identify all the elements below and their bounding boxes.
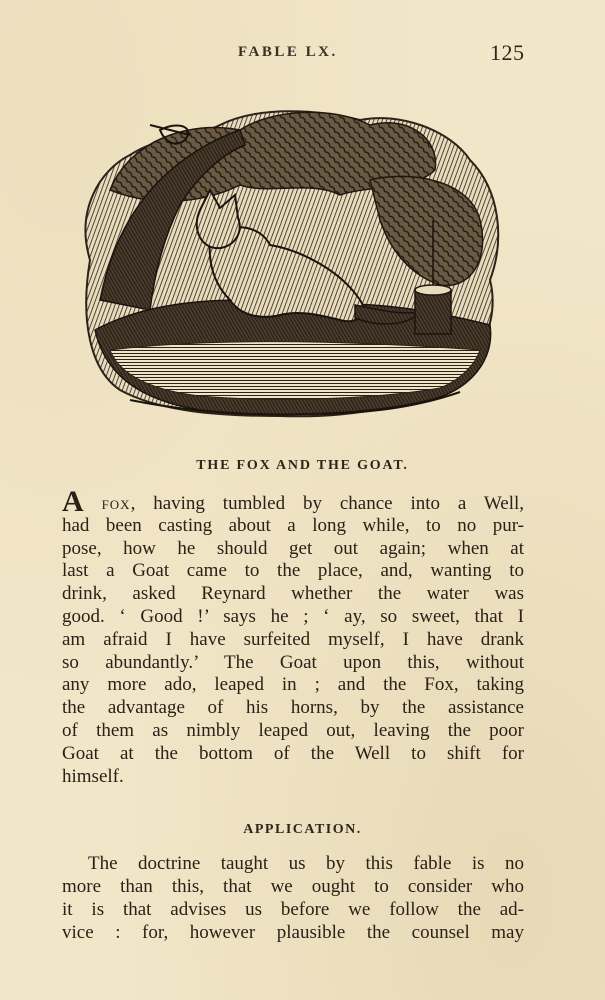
text-line: am afraid I have surfeited myself, I have drank bbox=[62, 628, 524, 650]
application-text bbox=[62, 852, 524, 944]
fable-text bbox=[62, 485, 525, 788]
woodcut-fox-and-goat-at-well-icon bbox=[70, 100, 510, 425]
text-line: any more ado, leaped in ; and the Fox, taking bbox=[62, 674, 524, 696]
text-line: The doctrine taught us by this fable is no bbox=[88, 853, 524, 874]
text-line: last a Goat came to the place, and, wanting to bbox=[62, 560, 524, 582]
text-line: the advantage of his horns, by the assistance bbox=[62, 697, 524, 719]
application-heading: APPLICATION. bbox=[243, 822, 362, 837]
fable-title: THE FOX AND THE GOAT. bbox=[196, 458, 409, 473]
text-line: more than this, that we ought to consider who bbox=[62, 876, 524, 897]
text-line: of them as nimbly leaped out, leaving the poor bbox=[62, 719, 524, 741]
small-caps-word: fox bbox=[101, 493, 131, 514]
text-line: Goat at the bottom of the Well to shift for bbox=[62, 742, 524, 764]
fable-first-line bbox=[62, 485, 525, 518]
text-line: vice : for, however plausible the counsel may bbox=[62, 922, 524, 943]
text-line: it is that advises us before we follow the ad- bbox=[62, 899, 524, 920]
drop-cap: A bbox=[62, 485, 84, 518]
woodcut-illustration bbox=[70, 100, 510, 425]
text-line: good. ‘ Good !’ says he ; ‘ ay, so sweet, that I bbox=[62, 605, 524, 627]
fable-number: FABLE LX. bbox=[238, 44, 338, 60]
running-head bbox=[0, 40, 605, 70]
text-line: pose, how he should get out again; when at bbox=[62, 537, 524, 559]
text-line: so abundantly.’ The Goat upon this, without bbox=[62, 651, 524, 673]
text-line: himself. bbox=[62, 765, 124, 787]
text-line: , having tumbled by chance into a Well, bbox=[130, 493, 525, 514]
page-number: 125 bbox=[490, 40, 525, 65]
text-line: drink, asked Reynard whether the water was bbox=[62, 583, 524, 605]
text-line: had been casting about a long while, to no pur- bbox=[62, 514, 524, 536]
